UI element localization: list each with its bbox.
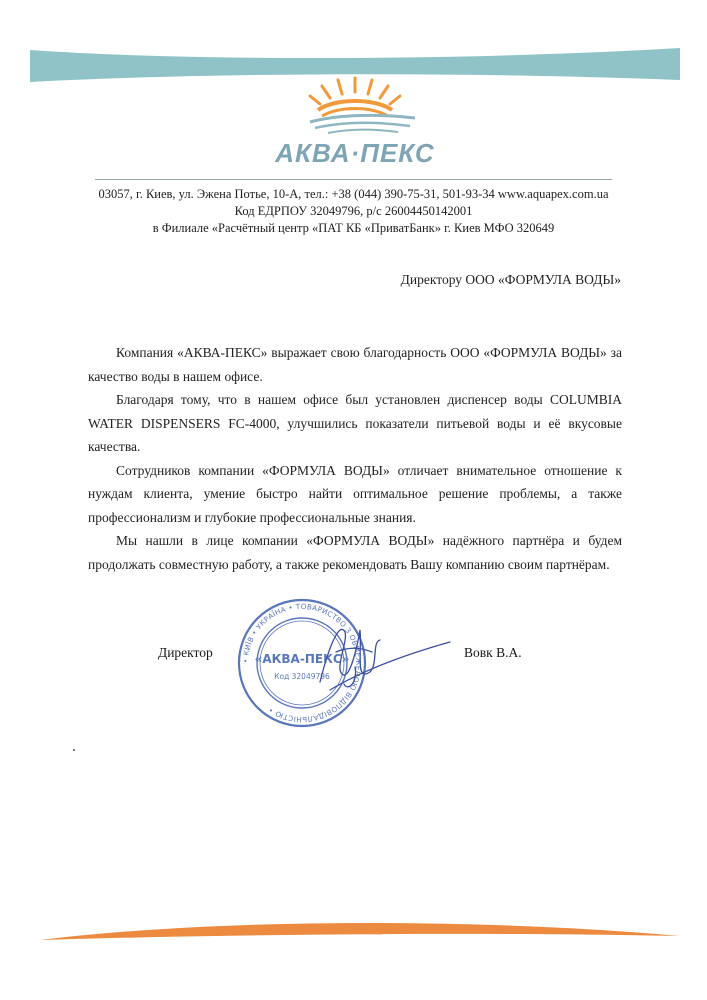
address-line: 03057, г. Киев, ул. Эжена Потье, 10-А, тел.: +38 (044) 390-75-31, 501-93-34 www.aquapex.com.ua [98,187,609,201]
signatory-name: Вовк В.А. [464,645,522,660]
seal-outer-text: • КИЇВ • УКРАЇНА • ТОВАРИСТВО З ОБМЕЖЕНОЮ ВІДПОВІДАЛЬНІСТЮ • [240,601,364,725]
seal-center-text: «АКВА-ПЕКС» [254,652,350,666]
paragraph: Мы нашли в лице компании «ФОРМУЛА ВОДЫ» надёжного партнёра и будем продолжать совместную работу, а также рекомендовать Вашу компанию своим партнёрам. [88,533,622,572]
paragraph: Благодаря тому, что в нашем офисе был установлен диспенсер воды COLUMBIA WATER DISPENSERS FC-4000, улучшились показатели питьевой воды и её вкусовые качества. [88,392,622,454]
bank-line: в Филиале «Расчётный центр «ПАТ КБ «ПриватБанк» г. Киев МФО 320649 [152,221,555,235]
paragraph: Компания «АКВА-ПЕКС» выражает свою благодарность ООО «ФОРМУЛА ВОДЫ» за качество воды в нашем офисе. [88,345,622,384]
header-divider [95,179,612,180]
addressee: Директору ООО «ФОРМУЛА ВОДЫ» [400,272,621,287]
handwritten-signature [300,612,460,702]
bottom-wave-band [0,910,707,970]
scan-speck [73,749,75,751]
signatory-title: Директор [158,645,213,660]
logo-brand-text: АКВА·ПЕКС [275,138,435,168]
paragraph: Сотрудников компании «ФОРМУЛА ВОДЫ» отличает внимательное отношение к нуждам клиента, умение быстро найти оптимальное решение проблемы, а также профессионализм и глубокие профессиональные знания. [88,462,622,525]
seal-code-text: Код 32049796 [274,672,330,681]
sun-wave-logo-icon [240,70,470,140]
code-line: Код ЕДРПОУ 32049796, р/с 26004450142001 [234,204,473,218]
letter-body [88,341,622,576]
company-logo [240,70,470,170]
